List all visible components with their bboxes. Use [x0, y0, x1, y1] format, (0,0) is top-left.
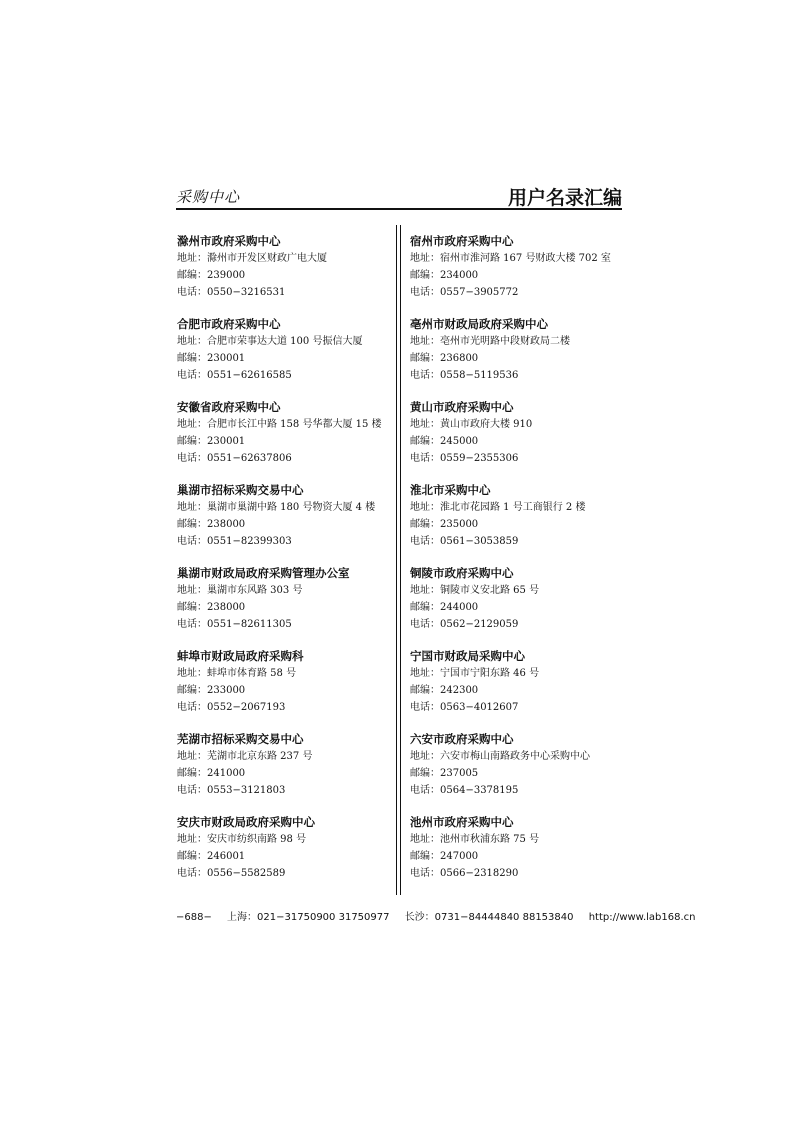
entry-phone: 电话：0551−62616585	[177, 370, 292, 381]
footer-shanghai-phone: 上海：021−31750900 31750977	[227, 912, 390, 923]
column-divider-left	[396, 225, 397, 895]
entry-phone: 电话：0551−82611305	[177, 619, 292, 630]
entry-address: 地址：芜湖市北京东路 237 号	[177, 751, 313, 762]
entry-postcode: 邮编：242300	[410, 685, 479, 696]
entry-address: 地址：黄山市政府大楼 910	[410, 419, 533, 430]
entry-address: 地址：宿州市淮河路 167 号财政大楼 702 室	[410, 253, 611, 264]
entry-name: 安徽省政府采购中心	[177, 400, 281, 414]
directory-entry	[410, 482, 625, 565]
directory-entry	[410, 399, 625, 482]
entry-name: 巢湖市财政局政府采购管理办公室	[177, 566, 350, 580]
directory-entry	[177, 233, 392, 316]
entry-phone: 电话：0564−3378195	[410, 785, 519, 796]
entry-name: 宁国市财政局采购中心	[410, 649, 525, 663]
entry-phone: 电话：0566−2318290	[410, 868, 519, 879]
header-section-title: 采购中心	[176, 188, 241, 206]
directory-entry	[410, 565, 625, 648]
entry-address: 地址：滁州市开发区财政广电大厦	[177, 253, 327, 264]
entry-postcode: 邮编：230001	[177, 353, 246, 364]
entry-phone: 电话：0556−5582589	[177, 868, 286, 879]
entry-address: 地址：合肥市长江中路 158 号华都大厦 15 楼	[177, 419, 382, 430]
entry-phone: 电话：0557−3905772	[410, 287, 519, 298]
directory-entry	[177, 316, 392, 399]
page-footer	[176, 908, 696, 923]
entry-postcode: 邮编：233000	[177, 685, 246, 696]
footer-website: http://www.lab168.cn	[588, 912, 696, 923]
entry-phone: 电话：0551−62637806	[177, 453, 292, 464]
entry-name: 铜陵市政府采购中心	[410, 566, 514, 580]
entry-postcode: 邮编：241000	[177, 768, 246, 779]
directory-entry	[177, 482, 392, 565]
column-divider-right	[400, 225, 401, 895]
entry-postcode: 邮编：235000	[410, 519, 479, 530]
directory-entry	[177, 565, 392, 648]
directory-entry	[410, 648, 625, 731]
entry-address: 地址：亳州市光明路中段财政局二楼	[410, 336, 570, 347]
entry-phone: 电话：0561−3053859	[410, 536, 519, 547]
entry-phone: 电话：0558−5119536	[410, 370, 519, 381]
entry-name: 滁州市政府采购中心	[177, 234, 281, 248]
entry-phone: 电话：0553−3121803	[177, 785, 286, 796]
left-column	[177, 233, 392, 897]
entry-postcode: 邮编：247000	[410, 851, 479, 862]
directory-entry	[410, 316, 625, 399]
entry-address: 地址：宁国市宁阳东路 46 号	[410, 668, 540, 679]
directory-entry	[177, 731, 392, 814]
entry-address: 地址：池州市秋浦东路 75 号	[410, 834, 540, 845]
entry-postcode: 邮编：238000	[177, 519, 246, 530]
entry-phone: 电话：0551−82399303	[177, 536, 292, 547]
directory-entry	[177, 814, 392, 897]
entry-address: 地址：巢湖市东风路 303 号	[177, 585, 303, 596]
page-number: −688−	[176, 912, 212, 923]
footer-changsha-phone: 长沙：0731−84444840 88153840	[404, 912, 574, 923]
header-rule	[176, 208, 622, 210]
entry-address: 地址：铜陵市义安北路 65 号	[410, 585, 540, 596]
entry-postcode: 邮编：245000	[410, 436, 479, 447]
right-column	[410, 233, 625, 897]
entry-phone: 电话：0562−2129059	[410, 619, 519, 630]
entry-postcode: 邮编：244000	[410, 602, 479, 613]
entry-postcode: 邮编：238000	[177, 602, 246, 613]
entry-postcode: 邮编：246001	[177, 851, 246, 862]
entry-address: 地址：蚌埠市体育路 58 号	[177, 668, 297, 679]
entry-name: 六安市政府采购中心	[410, 732, 514, 746]
entry-phone: 电话：0550−3216531	[177, 287, 286, 298]
entry-postcode: 邮编：239000	[177, 270, 246, 281]
entry-name: 池州市政府采购中心	[410, 815, 514, 829]
entry-address: 地址：巢湖市巢湖中路 180 号物资大厦 4 楼	[177, 502, 376, 513]
entry-phone: 电话：0552−2067193	[177, 702, 286, 713]
entry-phone: 电话：0559−2355306	[410, 453, 519, 464]
entry-name: 亳州市财政局政府采购中心	[410, 317, 548, 331]
entry-postcode: 邮编：230001	[177, 436, 246, 447]
entry-postcode: 邮编：234000	[410, 270, 479, 281]
header-book-title: 用户名录汇编	[507, 187, 622, 209]
entry-name: 黄山市政府采购中心	[410, 400, 514, 414]
entry-address: 地址：淮北市花园路 1 号工商银行 2 楼	[410, 502, 586, 513]
entry-address: 地址：安庆市纺织南路 98 号	[177, 834, 307, 845]
entry-postcode: 邮编：236800	[410, 353, 479, 364]
entry-name: 巢湖市招标采购交易中心	[177, 483, 304, 497]
entry-postcode: 邮编：237005	[410, 768, 479, 779]
entry-phone: 电话：0563−4012607	[410, 702, 519, 713]
entry-name: 宿州市政府采购中心	[410, 234, 514, 248]
directory-entry	[177, 399, 392, 482]
entry-address: 地址：合肥市荣事达大道 100 号振信大厦	[177, 336, 363, 347]
directory-entry	[177, 648, 392, 731]
entry-name: 芜湖市招标采购交易中心	[177, 732, 304, 746]
entry-name: 蚌埠市财政局政府采购科	[177, 649, 304, 663]
entry-name: 淮北市采购中心	[410, 483, 491, 497]
directory-entry	[410, 233, 625, 316]
directory-entry	[410, 731, 625, 814]
entry-address: 地址：六安市梅山南路政务中心采购中心	[410, 751, 590, 762]
entry-name: 安庆市财政局政府采购中心	[177, 815, 315, 829]
directory-entry	[410, 814, 625, 897]
entry-name: 合肥市政府采购中心	[177, 317, 281, 331]
